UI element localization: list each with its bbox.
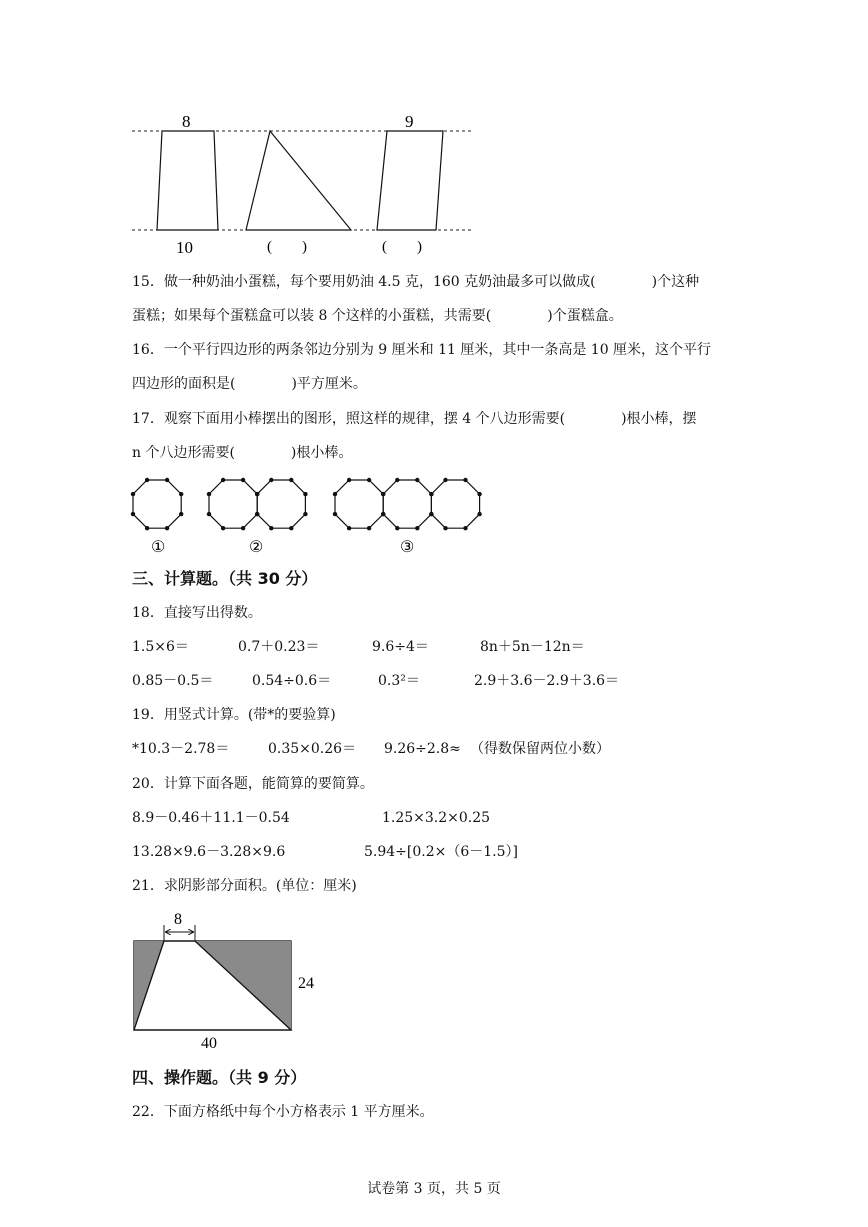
stick-joint-dot bbox=[463, 526, 467, 530]
trapezoid-bottom-label: 10 bbox=[176, 238, 193, 257]
stick-joint-dot bbox=[347, 478, 351, 482]
q19-title: 19．用竖式计算。(带*的要验算) bbox=[132, 707, 336, 723]
stick-joint-dot bbox=[381, 492, 385, 496]
stick-joint-dot bbox=[333, 512, 337, 516]
stick-joint-dot bbox=[415, 478, 419, 482]
q18-item-1: 1.5×6＝ bbox=[132, 639, 189, 655]
pattern-label-3: ③ bbox=[400, 539, 415, 556]
stick-joint-dot bbox=[241, 526, 245, 530]
parallelogram-shape bbox=[377, 131, 443, 230]
q22-title: 22．下面方格纸中每个小方格表示 1 平方厘米。 bbox=[132, 1104, 434, 1120]
stick-joint-dot bbox=[381, 512, 385, 516]
q18-item-5: 0.85－0.5＝ bbox=[132, 673, 214, 689]
shaded-area-figure bbox=[125, 905, 325, 1055]
stick-joint-dot bbox=[269, 478, 273, 482]
stick-joint-dot bbox=[255, 512, 259, 516]
q19-note: （得数保留两位小数） bbox=[470, 741, 610, 757]
stick-joint-dot bbox=[303, 512, 307, 516]
q18-item-8: 2.9＋3.6－2.9＋3.6＝ bbox=[474, 673, 620, 689]
figure-shapes-between-parallels bbox=[120, 108, 490, 258]
stick-joint-dot bbox=[395, 526, 399, 530]
q15-line2: 蛋糕；如果每个蛋糕盒可以装 8 个这样的小蛋糕，共需要( )个蛋糕盒。 bbox=[132, 308, 623, 324]
stick-joint-dot bbox=[145, 526, 149, 530]
q18-item-2: 0.7＋0.23＝ bbox=[238, 639, 320, 655]
q16-line1: 16．一个平行四边形的两条邻边分别为 9 厘米和 11 厘米，其中一条高是 10 厘米，这个平行 bbox=[132, 342, 712, 358]
stick-joint-dot bbox=[241, 478, 245, 482]
q20-item-4: 5.94÷[0.2×（6－1.5）] bbox=[364, 844, 518, 860]
stick-joint-dot bbox=[415, 526, 419, 530]
stick-joint-dot bbox=[289, 478, 293, 482]
page-footer: 试卷第 3 页，共 5 页 bbox=[367, 1181, 501, 1197]
q17-line1: 17．观察下面用小棒摆出的图形，照这样的规律，摆 4 个八边形需要( )根小棒，摆 bbox=[132, 411, 697, 427]
stick-joint-dot bbox=[131, 492, 135, 496]
q20-title: 20．计算下面各题，能简算的要简算。 bbox=[132, 776, 374, 792]
octagon-1 bbox=[133, 480, 181, 528]
octagon-4 bbox=[335, 480, 383, 528]
q17-line2: n 个八边形需要( )根小棒。 bbox=[132, 445, 353, 461]
q21-title: 21．求阴影部分面积。(单位：厘米) bbox=[132, 878, 357, 894]
stick-joint-dot bbox=[221, 526, 225, 530]
octagon-pattern-figure bbox=[125, 470, 500, 560]
stick-joint-dot bbox=[443, 478, 447, 482]
triangle-blank: ( ) bbox=[267, 239, 307, 255]
stick-joint-dot bbox=[395, 478, 399, 482]
triangle-shape bbox=[246, 131, 351, 230]
q20-item-3: 13.28×9.6－3.28×9.6 bbox=[132, 844, 286, 860]
q20-item-2: 1.25×3.2×0.25 bbox=[382, 810, 491, 826]
stick-joint-dot bbox=[165, 526, 169, 530]
stick-joint-dot bbox=[165, 478, 169, 482]
q18-item-3: 9.6÷4＝ bbox=[372, 639, 429, 655]
stick-joint-dot bbox=[429, 492, 433, 496]
pattern-label-1: ① bbox=[151, 539, 166, 556]
stick-joint-dot bbox=[367, 478, 371, 482]
octagon-3 bbox=[257, 480, 305, 528]
stick-joint-dot bbox=[477, 492, 481, 496]
stick-joint-dot bbox=[443, 526, 447, 530]
stick-joint-dot bbox=[367, 526, 371, 530]
stick-joint-dot bbox=[145, 478, 149, 482]
stick-joint-dot bbox=[477, 512, 481, 516]
stick-joint-dot bbox=[207, 512, 211, 516]
stick-joint-dot bbox=[179, 512, 183, 516]
top-width-label: 8 bbox=[174, 911, 182, 928]
stick-joint-dot bbox=[429, 512, 433, 516]
stick-joint-dot bbox=[333, 492, 337, 496]
octagon-5 bbox=[383, 480, 431, 528]
q18-title: 18．直接写出得数。 bbox=[132, 605, 262, 621]
q18-item-6: 0.54÷0.6＝ bbox=[252, 673, 332, 689]
stick-joint-dot bbox=[303, 492, 307, 496]
section-3-title: 三、计算题。（共 30 分） bbox=[132, 569, 318, 588]
stick-joint-dot bbox=[289, 526, 293, 530]
q16-line2: 四边形的面积是( )平方厘米。 bbox=[132, 376, 367, 392]
q15-line1: 15．做一种奶油小蛋糕，每个要用奶油 4.5 克，160 克奶油最多可以做成( )个这种 bbox=[132, 274, 700, 290]
q19-item-1: *10.3－2.78＝ bbox=[132, 741, 230, 757]
stick-joint-dot bbox=[347, 526, 351, 530]
bottom-length-label: 40 bbox=[201, 1035, 217, 1052]
stick-joint-dot bbox=[207, 492, 211, 496]
q20-item-1: 8.9－0.46＋11.1－0.54 bbox=[132, 810, 290, 826]
q18-item-7: 0.3²＝ bbox=[378, 673, 420, 689]
height-label: 24 bbox=[298, 975, 314, 992]
q19-item-3: 9.26÷2.8≈ bbox=[384, 741, 461, 757]
parallelogram-top-label: 9 bbox=[405, 112, 414, 131]
stick-joint-dot bbox=[221, 478, 225, 482]
stick-joint-dot bbox=[131, 512, 135, 516]
stick-joint-dot bbox=[269, 526, 273, 530]
stick-joint-dot bbox=[179, 492, 183, 496]
octagon-2 bbox=[209, 480, 257, 528]
octagon-6 bbox=[431, 480, 479, 528]
pattern-label-2: ② bbox=[249, 539, 264, 556]
trapezoid-top-label: 8 bbox=[182, 112, 191, 131]
stick-joint-dot bbox=[463, 478, 467, 482]
parallelogram-blank: ( ) bbox=[382, 239, 422, 255]
trapezoid-shape bbox=[157, 131, 218, 230]
stick-joint-dot bbox=[255, 492, 259, 496]
section-4-title: 四、操作题。（共 9 分） bbox=[132, 1068, 307, 1087]
q18-item-4: 8n＋5n－12n＝ bbox=[480, 639, 585, 655]
q19-item-2: 0.35×0.26＝ bbox=[268, 741, 357, 757]
